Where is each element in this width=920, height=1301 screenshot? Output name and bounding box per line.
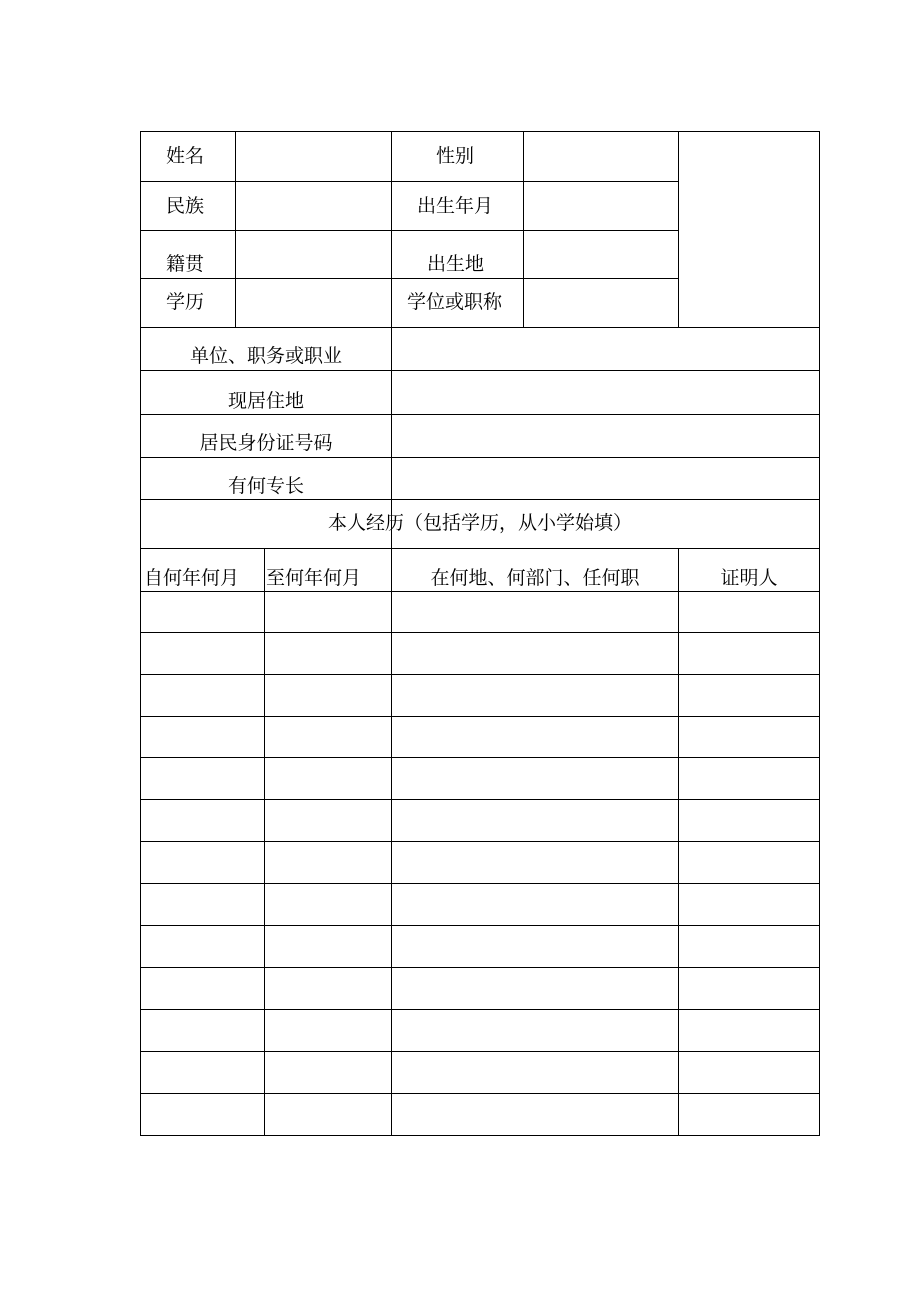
row-line bbox=[140, 327, 820, 328]
ethnicity-label: 民族 bbox=[166, 195, 205, 217]
row-line bbox=[140, 799, 820, 800]
history-title: 本人经历（包括学历，从小学始填） bbox=[327, 512, 633, 534]
name-field[interactable] bbox=[236, 132, 391, 181]
col-line bbox=[678, 548, 679, 1136]
row-line bbox=[140, 499, 820, 500]
row-line bbox=[140, 1051, 820, 1052]
specialty-label: 有何专长 bbox=[227, 475, 305, 497]
residence-label: 现居住地 bbox=[227, 390, 305, 412]
photo-box[interactable] bbox=[679, 132, 819, 327]
degree-title-label: 学位或职称 bbox=[407, 291, 503, 313]
row-line bbox=[140, 716, 820, 717]
frame-right bbox=[819, 131, 820, 1136]
row-line bbox=[140, 414, 820, 415]
row-line bbox=[140, 278, 679, 279]
col-line bbox=[391, 591, 392, 1136]
gender-field[interactable] bbox=[524, 132, 678, 181]
personal-history-form bbox=[140, 131, 820, 1136]
gender-label: 性别 bbox=[436, 145, 475, 167]
history-col-from: 自何年何月 bbox=[144, 567, 240, 589]
birth-date-label: 出生年月 bbox=[417, 195, 494, 217]
row-line bbox=[140, 591, 820, 592]
row-line bbox=[140, 181, 679, 182]
history-col-witness: 证明人 bbox=[720, 567, 778, 589]
row-line bbox=[140, 1009, 820, 1010]
row-line bbox=[140, 370, 820, 371]
row-line bbox=[140, 457, 820, 458]
name-label: 姓名 bbox=[166, 145, 205, 167]
history-col-place: 在何地、何部门、任何职 bbox=[430, 567, 640, 589]
col-line bbox=[264, 548, 265, 1136]
education-label: 学历 bbox=[166, 291, 205, 313]
row-line bbox=[140, 883, 820, 884]
history-col-to: 至何年何月 bbox=[266, 567, 362, 589]
row-line bbox=[140, 548, 820, 549]
row-line bbox=[140, 925, 820, 926]
row-line bbox=[140, 757, 820, 758]
row-line bbox=[140, 632, 820, 633]
row-line bbox=[140, 230, 679, 231]
row-line bbox=[140, 674, 820, 675]
id-number-label: 居民身份证号码 bbox=[199, 432, 333, 454]
row-line bbox=[140, 967, 820, 968]
birthplace-label: 出生地 bbox=[427, 253, 485, 275]
native-place-label: 籍贯 bbox=[166, 253, 205, 275]
employer-label: 单位、职务或职业 bbox=[189, 345, 343, 367]
frame-bottom bbox=[140, 1135, 820, 1136]
frame-left bbox=[140, 131, 141, 1136]
row-line bbox=[140, 1093, 820, 1094]
row-line bbox=[140, 841, 820, 842]
